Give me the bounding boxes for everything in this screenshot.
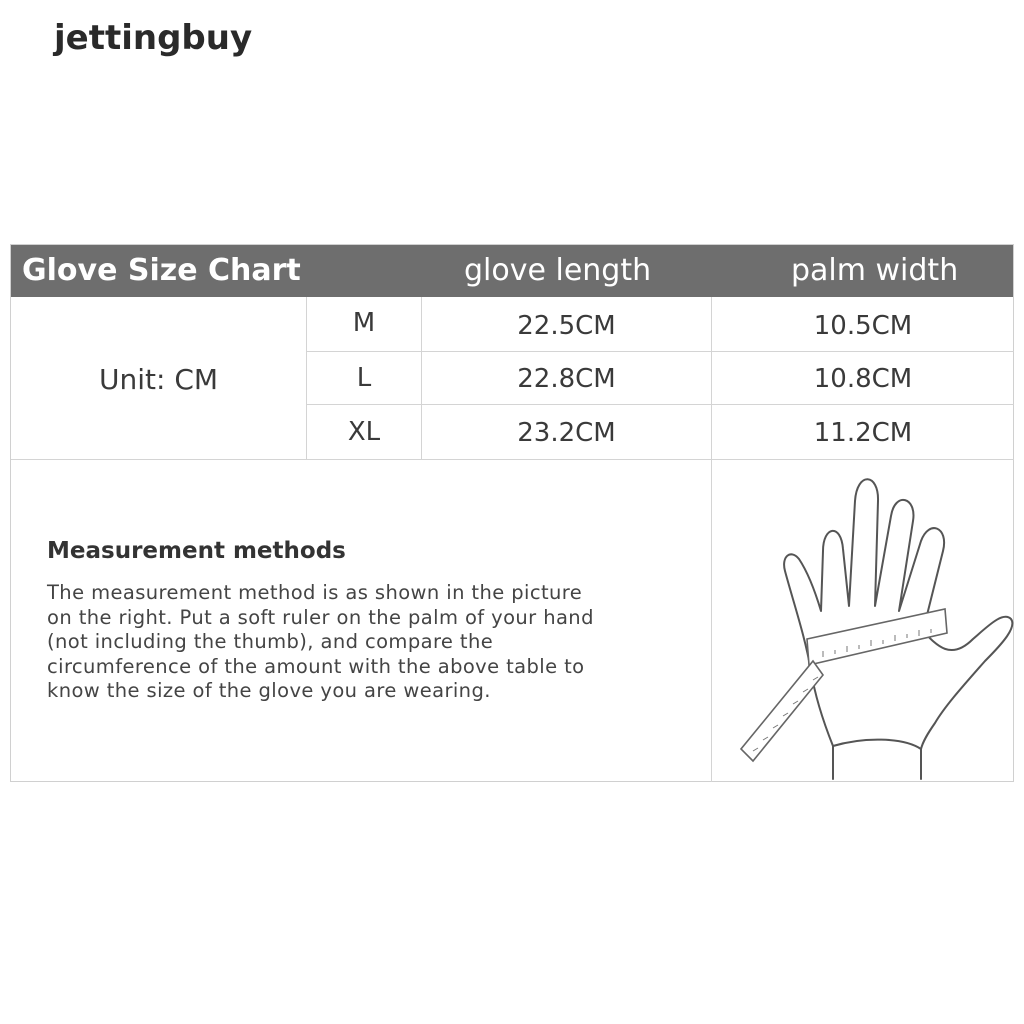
palm-width-cell-m: 10.5CM: [813, 311, 913, 341]
measurement-line: (not including the thumb), and compare the: [47, 630, 494, 653]
glove-size-chart: [10, 244, 1014, 782]
hand-outline: [784, 479, 1012, 749]
watermark-text: jettingbuy: [54, 18, 253, 58]
ruler-tail: [741, 661, 823, 761]
measurement-title: Measurement methods: [47, 538, 346, 564]
measurement-description: [47, 581, 697, 704]
palm-width-cell-xl: 11.2CM: [813, 418, 913, 448]
ruler-band: [807, 609, 947, 665]
grid-line: [306, 404, 1014, 405]
size-cell-l: L: [356, 363, 372, 393]
measurement-line: The measurement method is as shown in the picture: [47, 581, 583, 604]
palm-width-cell-l: 10.8CM: [813, 364, 913, 394]
glove-length-cell-m: 22.5CM: [517, 311, 616, 341]
grid-line: [306, 351, 1014, 352]
measurement-line: on the right. Put a soft ruler on the palm of your hand: [47, 605, 594, 629]
hand-measurement-illustration: [723, 461, 1015, 781]
column-header-palm-width: palm width: [791, 253, 959, 288]
glove-length-cell-xl: 23.2CM: [517, 418, 616, 448]
chart-header: [11, 245, 1013, 297]
glove-length-cell-l: 22.8CM: [517, 364, 616, 394]
column-header-glove-length: glove length: [464, 253, 652, 288]
unit-label: Unit: CM: [99, 363, 219, 396]
size-cell-xl: XL: [347, 417, 381, 447]
measurement-line: know the size of the glove you are wearing.: [47, 679, 491, 702]
measurement-line: circumference of the amount with the above table to: [47, 654, 585, 678]
grid-line: [11, 459, 1014, 460]
size-cell-m: M: [352, 308, 376, 338]
chart-title: Glove Size Chart: [22, 253, 301, 288]
